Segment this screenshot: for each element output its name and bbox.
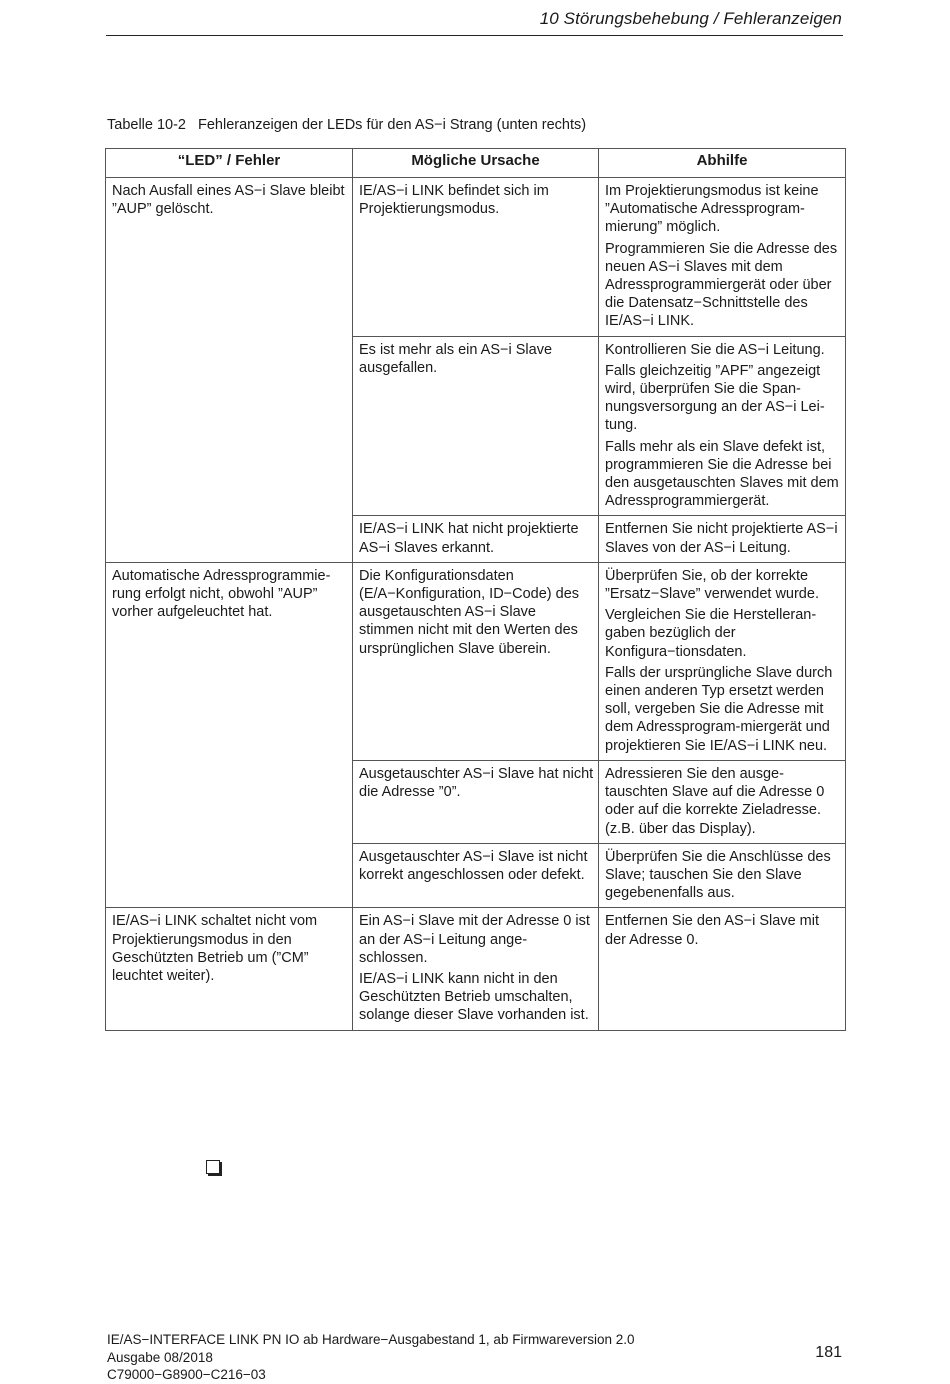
column-header-cause: Mögliche Ursache (353, 149, 599, 178)
cell-fault (106, 562, 353, 760)
fault-text: Nach Ausfall eines AS−i Slave bleibt ”AUP” gelöscht. (112, 183, 345, 218)
cause-text: IE/AS−i LINK kann nicht in den Geschützten Betrieb umschalten, solange dieser Slave vorhanden ist. (359, 970, 589, 1024)
table-body (106, 178, 846, 1031)
cause-text: Es ist mehr als ein AS−i Slave ausgefallen. (359, 341, 553, 376)
cell-cause (353, 760, 599, 843)
table-caption-text: Fehleranzeigen der LEDs für den AS−i Strang (unten rechts) (198, 117, 587, 133)
remedy-text: Adressieren Sie den ausge-tauschten Slave auf die Adresse 0 oder auf die korrekte Zieladresse. (z.B. über das Display). (605, 765, 825, 837)
cell-remedy (599, 843, 846, 908)
footer-order-number: C79000−G8900−C216−03 (107, 1367, 266, 1382)
table-row (106, 562, 846, 760)
remedy-text: Falls mehr als ein Slave defekt ist, programmieren Sie die Adresse bei den ausgetauschten Slaves mit dem Adressprogrammiergerät. (605, 438, 839, 510)
cell-fault (106, 336, 353, 516)
remedy-text: Im Projektierungsmodus ist keine ”Automatische Adressprogram-mierung” möglich. (605, 183, 819, 236)
cell-remedy (599, 516, 846, 562)
cause-text: Ausgetauschter AS−i Slave hat nicht die Adresse ”0”. (359, 765, 594, 801)
header-rule (106, 35, 843, 36)
column-header-fault: “LED” / Fehler (106, 149, 353, 178)
cause-text: IE/AS−i LINK befindet sich im Projektierungsmodus. (359, 183, 549, 218)
cause-text: Ein AS−i Slave mit der Adresse 0 ist an der AS−i Leitung ange-schlossen. (359, 913, 590, 966)
chapter-header: 10 Störungsbehebung / Fehleranzeigen (539, 9, 842, 28)
remedy-text: Überprüfen Sie, ob der korrekte ”Ersatz−Slave” verwendet wurde. (605, 567, 819, 603)
cell-cause (353, 908, 599, 1030)
table-caption-number: Tabelle 10-2 (107, 117, 186, 133)
fault-text: Automatische Adressprogrammie-rung erfolgt nicht, obwohl ”AUP” vorher aufgeleuchtet hat. (112, 567, 331, 621)
cell-remedy (599, 562, 846, 760)
remedy-text: Kontrollieren Sie die AS−i Leitung. (605, 341, 825, 358)
cause-text: Die Konfigurationsdaten (E/A−Konfiguration, ID−Code) des ausgetauschten AS−i Slave stimmen nicht mit den Werten des ursprünglichen Slave überein. (359, 567, 580, 657)
table-caption (107, 117, 586, 133)
cell-fault (106, 178, 353, 337)
cell-cause (353, 843, 599, 908)
cell-fault (106, 516, 353, 562)
footer-product: IE/AS−INTERFACE LINK PN IO ab Hardware−Ausgabestand 1, ab Firmwareversion 2.0 (107, 1332, 635, 1347)
cell-fault (106, 843, 353, 908)
cell-fault (106, 908, 353, 1030)
cell-remedy (599, 760, 846, 843)
cell-fault (106, 760, 353, 843)
table-row (106, 760, 846, 843)
table-row (106, 516, 846, 562)
remedy-text: Entfernen Sie nicht projektierte AS−i Slaves von der AS−i Leitung. (605, 521, 838, 556)
table-row (106, 178, 846, 337)
table-row (106, 843, 846, 908)
footer-edition: Ausgabe 08/2018 (107, 1349, 213, 1365)
cell-cause (353, 562, 599, 760)
footer (107, 1331, 634, 1384)
column-header-remedy: Abhilfe (599, 149, 846, 178)
cell-remedy (599, 178, 846, 337)
cell-remedy (599, 336, 846, 516)
remedy-text: Falls der ursprüngliche Slave durch einen anderen Typ ersetzt werden soll, vergeben Sie die Adresse mit dem Adressprogram-miergerät und projektieren Sie IE/AS−i LINK neu. (605, 664, 833, 754)
cell-cause (353, 178, 599, 337)
cause-text: Ausgetauschter AS−i Slave ist nicht korrekt angeschlossen oder defekt. (359, 848, 588, 883)
fault-text: IE/AS−i LINK schaltet nicht vom Projektierungsmodus in den Geschützten Betrieb um (”CM” leuchtet weiter). (112, 913, 318, 984)
table-row (106, 908, 846, 1030)
cell-cause (353, 336, 599, 516)
table-header-row (106, 149, 846, 178)
remedy-text: Überprüfen Sie die Anschlüsse des Slave; tauschen Sie den Slave gegebenenfalls aus. (605, 848, 831, 902)
error-table (105, 148, 846, 1031)
cause-text: IE/AS−i LINK hat nicht projektierte AS−i Slaves erkannt. (359, 521, 579, 556)
cell-cause (353, 516, 599, 562)
page-number: 181 (815, 1344, 842, 1361)
end-of-section-mark (206, 1160, 220, 1174)
remedy-text: Vergleichen Sie die Herstelleran-gaben bezüglich der Konfigura−tionsdaten. (605, 607, 817, 660)
table-row (106, 336, 846, 516)
remedy-text: Entfernen Sie den AS−i Slave mit der Adresse 0. (605, 913, 820, 948)
cell-remedy (599, 908, 846, 1030)
remedy-text: Falls gleichzeitig ”APF” angezeigt wird, überprüfen Sie die Span-nungsversorgung an der AS−i Lei-tung. (605, 362, 825, 434)
remedy-text: Programmieren Sie die Adresse des neuen AS−i Slaves mit dem Adressprogrammiergerät oder über die Datensatz−Schnittstelle des IE/AS−i LINK. (605, 240, 838, 330)
